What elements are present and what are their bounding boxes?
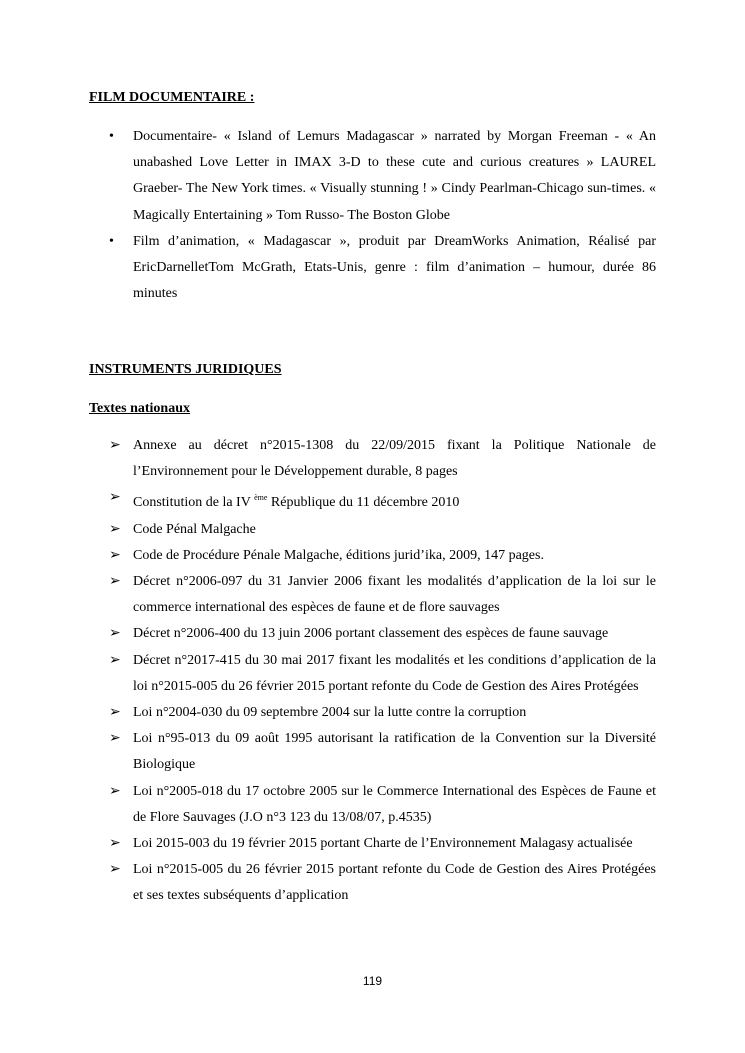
constitution-before: Constitution de la IV	[133, 495, 251, 511]
film-list	[89, 124, 656, 307]
arrow-bullet-icon: ➢	[109, 490, 121, 506]
list-item	[89, 517, 656, 543]
texte-item-text: Loi n°2015-005 du 26 février 2015 portant refonte du Code de Gestion des Aires Protégées et ses textes subséquents d’application	[133, 862, 656, 904]
textes-list	[89, 433, 656, 910]
film-documentaire-heading: FILM DOCUMENTAIRE :	[89, 90, 255, 105]
texte-item-text: Loi n°2005-018 du 17 octobre 2005 sur le Commerce International des Espèces de Faune et de Flore Sauvages (J.O n°3 123 du 13/08/07, p.4535)	[133, 783, 656, 825]
bullet-dot-icon: •	[109, 129, 114, 144]
arrow-bullet-icon: ➢	[109, 862, 121, 878]
texte-item-text: Loi n°95-013 du 09 août 1995 autorisant la ratification de la Convention sur la Diversité Biologique	[133, 731, 656, 773]
arrow-bullet-icon: ➢	[109, 626, 121, 642]
arrow-bullet-icon: ➢	[109, 574, 121, 590]
texte-item-text: Code de Procédure Pénale Malgache, éditions jurid’ika, 2009, 147 pages.	[133, 547, 544, 563]
list-item	[89, 831, 656, 857]
texte-item-text: Loi n°2004-030 du 09 septembre 2004 sur la lutte contre la corruption	[133, 705, 527, 721]
list-item	[89, 700, 656, 726]
list-item	[89, 543, 656, 569]
list-item	[89, 433, 656, 485]
list-item	[89, 229, 656, 308]
texte-item-text: Décret n°2006-400 du 13 juin 2006 portant classement des espèces de faune sauvage	[133, 626, 609, 642]
arrow-bullet-icon: ➢	[109, 547, 121, 563]
arrow-bullet-icon: ➢	[109, 836, 121, 852]
arrow-bullet-icon: ➢	[109, 705, 121, 721]
page-number: 119	[362, 974, 383, 988]
textes-nationaux-heading: Textes nationaux	[89, 401, 191, 416]
constitution-superscript: ème	[254, 493, 268, 503]
list-item	[89, 648, 656, 700]
texte-item-text: Décret n°2017-415 du 30 mai 2017 fixant les modalités et les conditions d’application de la loi n°2015-005 du 26 février 2015 portant refonte du Code de Gestion des Aires Protégées	[133, 652, 656, 694]
arrow-bullet-icon: ➢	[109, 521, 121, 537]
arrow-bullet-icon: ➢	[109, 783, 121, 799]
arrow-bullet-icon: ➢	[109, 731, 121, 747]
texte-item-text: Décret n°2006-097 du 31 Janvier 2006 fixant les modalités d’application de la loi sur le commerce international des espèces de faune et de flore sauvages	[133, 574, 656, 616]
list-item	[89, 569, 656, 621]
list-item	[89, 857, 656, 909]
instruments-juridiques-heading: INSTRUMENTS JURIDIQUES	[89, 362, 282, 377]
constitution-after: République du 11 décembre 2010	[267, 495, 460, 511]
arrow-bullet-icon: ➢	[109, 652, 121, 668]
texte-item-text: Loi 2015-003 du 19 février 2015 portant Charte de l’Environnement Malagasy actualisée	[133, 836, 633, 852]
texte-item-text: Code Pénal Malgache	[133, 521, 256, 537]
list-item	[89, 621, 656, 647]
list-item	[89, 779, 656, 831]
list-item	[89, 485, 656, 516]
film-item-text: Film d’animation, « Madagascar », produit par DreamWorks Animation, Réalisé par EricDarnelletTom McGrath, Etats-Unis, genre : film d’animation – humour, durée 86 minutes	[133, 233, 656, 302]
texte-item-text: Annexe au décret n°2015-1308 du 22/09/2015 fixant la Politique Nationale de l’Environnement pour le Développement durable, 8 pages	[133, 438, 656, 480]
list-item	[89, 124, 656, 229]
film-item-text: Documentaire- « Island of Lemurs Madagascar » narrated by Morgan Freeman - « An unabashed Love Letter in IMAX 3-D to these cute and curious creatures » LAUREL Graeber- The New York times. « Visually stunning ! » Cindy Pearlman-Chicago sun-times. « Magically Entertaining » Tom Russo- The Boston Globe	[133, 129, 656, 223]
arrow-bullet-icon: ➢	[109, 438, 121, 453]
bullet-dot-icon: •	[109, 233, 114, 249]
list-item	[89, 726, 656, 778]
